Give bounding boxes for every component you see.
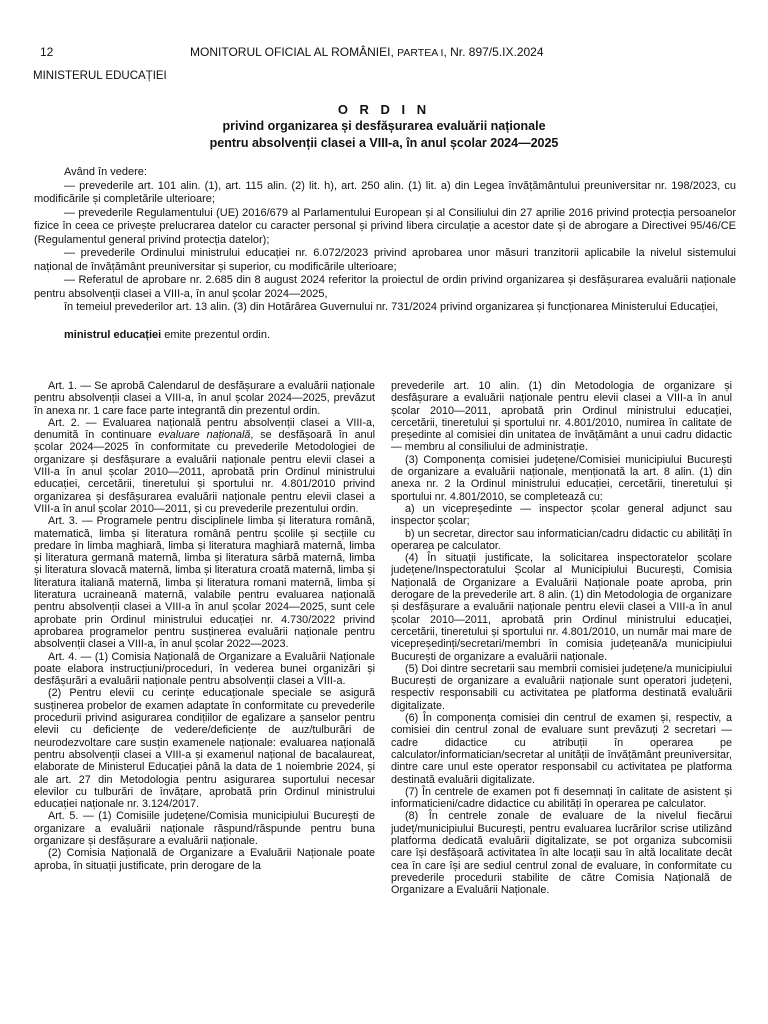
- article-paragraph: Art. 4. — (1) Comisia Națională de Organizare a Evaluării Naționale poate elabora instrucțiuni/proceduri, în vederea bunei organizări și desfășurări a evaluării naționale pentru absolvenții clasei a VIII-a.: [34, 650, 375, 688]
- minister-statement: [34, 329, 736, 343]
- article-2-text-end: , se desfășoară în anul școlar 2024—2025 în conformitate cu prevederile Metodologiei de organizare și desfășurare a evaluării naționale pentru elevii clasei a VIII-a în anul școlar 2010—2011, aprobată prin Ordinul ministrului educației, cercetării, tineretului și sportului nr. 4.801/2010 privind organizarea și desfășurarea evaluării naționale pentru elevii clasei a VIII-a în anul școlar 2010—2011, și cu prevederile prezentului ordin.: [34, 429, 375, 515]
- article-paragraph: Art. 3. — Programele pentru disciplinele limba și literatura română, matematică, limba și literatura română pentru școlile și secțiile cu predare în limba maghiară, limba și literatura maghiară maternă, limba și literatura germană maternă, limba și literatura sârbă maternă, limba și literatura slovacă maternă, limba și literatura croată maternă, limba și literatura italiană maternă, limba și literatura romani maternă, limba și literatura ucraineană maternă, valabile pentru evaluarea națională pentru absolvenții clasei a VIII-a în anul școlar 2024—2025, sunt cele aprobate prin Ordinul ministrului educației nr. 4.730/2022 privind aprobarea programelor pentru susținerea evaluării naționale pentru absolvenții clasei a VIII-a, în anul școlar 2022—2023.: [34, 515, 375, 651]
- article-paragraph-continued: prevederile art. 10 alin. (1) din Metodologia de organizare și desfășurare a evaluării naționale pentru elevii clasei a VIII-a în anul școlar 2010—2011, aprobată prin Ordinul ministrului educației, cercetării, tineretului și sportului nr. 4.801/2010, numirea în calitate de președinte al comisiei din unitatea de învățământ a unui cadru didactic — membru al consiliului de administrație.: [391, 380, 732, 454]
- preamble-paragraph: — prevederile Regulamentului (UE) 2016/679 al Parlamentului European și al Consiliului din 27 aprilie 2016 privind protecția persoanelor fizice în ceea ce privește prelucrarea datelor cu caracter personal și privind libera circulație a acestor date și de abrogare a Directivei 95/46/CE (Regulamentul general privind protecția datelor);: [34, 206, 736, 246]
- publication-main: MONITORUL OFICIAL AL ROMÂNIEI,: [190, 45, 394, 59]
- article-paragraph: (6) În componența comisiei din centrul de examen și, respectiv, a comisiei din centrul zonal de evaluare sunt prevăzuți 2 secretari — cadre didactice cu atribuții în operarea pe calculator/informatician/secretar al unității de învățământ preuniversitar, dintre care unul este operator responsabil cu activitatea pe platforma destinată evaluării digitalizate.: [391, 712, 732, 786]
- article-2-italic-term: evaluare națională: [158, 429, 251, 442]
- document-title: [0, 102, 768, 151]
- article-2-text-start: Art. 2. — Evaluarea națională pentru absolvenții clasei a VIII-a, denumită în continuare: [34, 416, 375, 442]
- article-paragraph: Art. 1. — Se aprobă Calendarul de desfășurare a evaluării naționale pentru absolvenții clasei a VIII-a, în anul școlar 2024—2025, prevăzut în anexa nr. 1 care face parte integrantă din prezentul ordin.: [34, 380, 375, 417]
- article-paragraph: (3) Componența comisiei județene/Comisiei municipiului București de organizare a evaluării naționale, menționată la art. 8 alin. (1) din anexa nr. 2 la Ordinul ministrului educației, cercetării, tineretului și sportului nr. 4.801/2010, se completează cu:: [391, 453, 732, 503]
- article-paragraph: (7) În centrele de examen pot fi desemnați în calitate de asistent și informaticieni/cadre didactice cu abilități în operarea pe calculator.: [391, 785, 732, 811]
- publication-title: [190, 45, 544, 59]
- preamble-paragraph: — Referatul de aprobare nr. 2.685 din 8 august 2024 referitor la proiectul de ordin privind organizarea și desfășurarea evaluării naționale pentru absolvenții clasei a VIII-a, în anul școlar 2024—2025,: [34, 274, 736, 300]
- page-header: [37, 45, 731, 59]
- article-paragraph: b) un secretar, director sau informatician/cadru didactic cu abilități în operarea pe calculator.: [391, 527, 732, 552]
- minister-rest: emite prezentul ordin.: [161, 328, 271, 341]
- page-number: 12: [40, 45, 54, 59]
- article-paragraph: (5) Doi dintre secretarii sau membrii comisiei județene/a municipiului București de organizare a evaluării naționale sunt operatori județeni, respectiv responsabili cu activitatea pe platforma destinată evaluării digitalizate.: [391, 662, 732, 712]
- left-column: [34, 380, 375, 872]
- publication-part: PARTEA I: [397, 47, 444, 59]
- article-paragraph: (4) În situații justificate, la solicitarea inspectoratelor școlare județene/Inspectoratului Școlar al Municipiului București, Comisia Națională de Organizare a Evaluării Naționale poate aproba, prin derogare de la prevederile art. 8 alin. (1) din Metodologia de organizare și desfășurare a evaluării naționale pentru elevii clasei a VIII-a în anul școlar 2010—2011, aprobată prin Ordinul ministrului educației, cercetării, tineretului și sportului nr. 4.801/2010, un număr mai mare de vicepreședinți/secretari/membri în comisia județeană/a municipiului București de organizare a evaluării naționale.: [391, 552, 732, 663]
- preamble-paragraph: — prevederile art. 101 alin. (1), art. 115 alin. (2) lit. h), art. 250 alin. (1) lit. a) din Legea învățământului preuniversitar nr. 198/2023, cu modificările și completările ulterioare;: [34, 179, 736, 205]
- preamble-paragraph: Având în vedere:: [64, 166, 147, 178]
- article-paragraph: (8) În centrele zonale de evaluare de la nivelul fiecărui județ/municipiului București, pentru evaluarea lucrărilor scrise utilizând platforma dedicată evaluării digitalizate, se pot organiza subcomisii care își desfășoară activitatea în alte locații sau în altă localitate decât cea în care își are sediul centrul zonal de evaluare, în conformitate cu prevederile procedurii stabilite de către Comisia Națională de Organizare a Evaluării Naționale.: [391, 810, 732, 897]
- title-line-3: pentru absolvenții clasei a VIII-a, în anul școlar 2024—2025: [209, 135, 559, 150]
- article-paragraph: (2) Comisia Națională de Organizare a Evaluării Naționale poate aproba, în situații justificate, prin derogare de la: [34, 847, 375, 872]
- title-line-2: privind organizarea și desfășurarea evaluării naționale: [222, 119, 546, 133]
- preamble: [34, 166, 736, 342]
- preamble-paragraph: — prevederile Ordinului ministrului educației nr. 6.072/2023 privind aprobarea unor măsuri tranzitorii aplicabile la nivelul sistemului național de învățământ preuniversitar și superior, cu modificările ulterioare;: [34, 247, 736, 273]
- minister-title: ministrul educației: [64, 328, 162, 341]
- issuing-ministry: MINISTERUL EDUCAȚIEI: [33, 70, 167, 82]
- article-2-paragraph: [34, 417, 375, 515]
- article-paragraph: Art. 5. — (1) Comisiile județene/Comisia municipiului București de organizare a evaluării naționale răspund/răspunde pentru buna organizare și desfășurare a evaluării naționale.: [34, 810, 375, 847]
- publication-issue: , Nr. 897/5.IX.2024: [443, 45, 544, 59]
- article-paragraph: (2) Pentru elevii cu cerințe educaționale speciale se asigură susținerea probelor de examen adaptate în conformitate cu prevederile procedurii privind asigurarea condițiilor de egalizare a șanselor pentru elevii cu deficiențe de vedere/deficiențe de auz/tulburări de neurodezvoltare care susțin examenele naționale: evaluarea națională pentru absolvenții clasei a VIII-a și examenul național de bacalaureat, elaborate de Ministerul Educației până la data de 1 noiembrie 2024, și ale art. 27 din Metodologia pentru asigurarea suportului necesar elevilor cu tulburări de învățare, aprobată prin Ordinul ministrului educației naționale nr. 3.124/2017.: [34, 687, 375, 811]
- right-column: [391, 380, 732, 896]
- preamble-paragraph: în temeiul prevederilor art. 13 alin. (3) din Hotărârea Guvernului nr. 731/2024 privind organizarea și funcționarea Ministerului Educației,: [64, 301, 719, 313]
- article-paragraph: a) un vicepreședinte — inspector școlar general adjunct sau inspector școlar;: [391, 502, 732, 528]
- title-line-1: O R D I N: [337, 102, 431, 117]
